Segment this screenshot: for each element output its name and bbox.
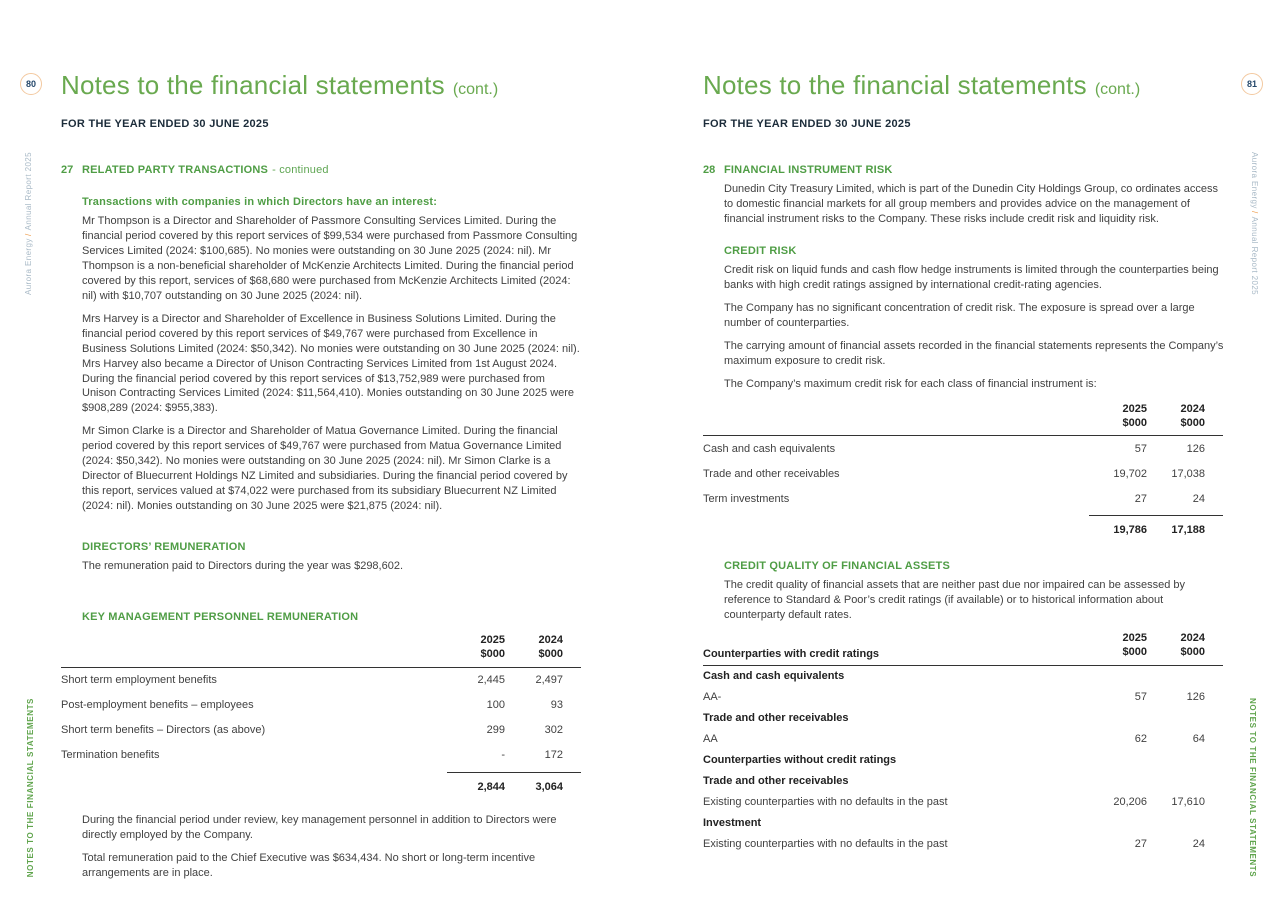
row-value-2025: 19,702 bbox=[1113, 467, 1147, 480]
row-label: Term investments bbox=[703, 492, 790, 505]
row-value-2024: 302 bbox=[544, 724, 563, 737]
table-row bbox=[703, 813, 1223, 834]
table-row bbox=[703, 461, 1223, 486]
row-label: Short term benefits – Directors (as above) bbox=[61, 724, 266, 737]
credit-risk-heading: CREDIT RISK bbox=[724, 244, 797, 257]
page-number: 80 bbox=[25, 79, 36, 89]
section-28-heading bbox=[703, 164, 1223, 176]
sidebar-report-text: Annual Report 2025 bbox=[1250, 216, 1259, 296]
credit-risk-table bbox=[703, 402, 1223, 537]
row-value-2025: 100 bbox=[486, 699, 505, 712]
row-label: Trade and other receivables bbox=[703, 775, 849, 788]
row-label: Trade and other receivables bbox=[703, 467, 840, 480]
row-label: Trade and other receivables bbox=[703, 712, 849, 725]
row-value-2025: 27 bbox=[1134, 838, 1147, 851]
table-row bbox=[703, 436, 1223, 461]
row-label: Short term employment benefits bbox=[61, 674, 217, 687]
page-number-badge bbox=[1241, 73, 1263, 95]
directors-remuneration-body: The remuneration paid to Directors during the year was $298,602. bbox=[82, 560, 404, 573]
page-title: Notes to the financial statements bbox=[61, 70, 445, 100]
related-party-paragraphs bbox=[82, 214, 581, 514]
col-unit: $000 bbox=[1122, 416, 1147, 429]
total-2025: 19,786 bbox=[1113, 524, 1147, 537]
sidebar-brand-right bbox=[1250, 152, 1259, 295]
table-row bbox=[703, 834, 1223, 855]
body-paragraph: The Company has no significant concentration of credit risk. The exposure is spread over a large number of counterparties. bbox=[724, 301, 1195, 329]
row-label: Existing counterparties with no defaults in the past bbox=[703, 796, 948, 809]
section-27-body bbox=[82, 196, 581, 623]
key-management-table bbox=[61, 633, 581, 793]
sidebar-section-left bbox=[26, 698, 35, 877]
table-row bbox=[61, 693, 581, 718]
section-title: FINANCIAL INSTRUMENT RISK bbox=[724, 164, 893, 176]
left-page-content bbox=[61, 70, 581, 888]
sidebar-section-text: NOTES TO THE FINANCIAL STATEMENTS bbox=[26, 698, 35, 878]
table-total-row bbox=[703, 515, 1223, 536]
table-row bbox=[703, 486, 1223, 511]
table-row bbox=[61, 668, 581, 693]
col-year: 2024 bbox=[1180, 402, 1205, 415]
section-number: 27 bbox=[61, 164, 74, 176]
body-paragraph: During the financial period under review, key management personnel in addition to Directors were directly employed by the Company. bbox=[82, 813, 557, 841]
page-number: 81 bbox=[1246, 79, 1257, 89]
table-row bbox=[61, 743, 581, 768]
row-value-2025: 62 bbox=[1134, 733, 1147, 746]
page-number-badge bbox=[20, 73, 42, 95]
sidebar-separator: / bbox=[1250, 211, 1259, 215]
col-2024-header bbox=[1147, 402, 1223, 431]
section-28-body bbox=[724, 182, 1223, 392]
row-label: Counterparties without credit ratings bbox=[703, 754, 897, 767]
row-label: AA- bbox=[703, 691, 722, 704]
body-paragraph: Mr Thompson is a Director and Shareholder of Passmore Consulting Services Limited. During the financial period covered by this report services of $99,534 were purchased from Passmore Consulting Services Limited (2024: $100,685). No monies were outstanding on 30 June 2025 (2024: nil). Mr Thompson is a non-beneficial shareholder of McKenzie Architects Limited. During the financial period covered by this report, services of $68,680 were purchased from McKenzie Architects Limited (2024: nil) with $10,707 outstanding on 30 June 2025 (2024: nil). bbox=[82, 215, 578, 302]
row-value-2025: 57 bbox=[1134, 691, 1147, 704]
body-paragraph: The carrying amount of financial assets recorded in the financial statements represents the Company’s maximum exposure to credit risk. bbox=[724, 339, 1224, 367]
table-rows bbox=[703, 436, 1223, 511]
credit-quality-table bbox=[703, 631, 1223, 855]
sidebar-section-right bbox=[1248, 698, 1257, 877]
page-81 bbox=[642, 0, 1283, 907]
body-paragraph: Mr Simon Clarke is a Director and Shareholder of Matua Governance Limited. During the financial period covered by this report services of $49,767 were purchased from Matua Governance Limited (2024: $50,342). No monies were outstanding on 30 June 2025 (2024: nil). Mr Simon Clarke is a Director of Bluecurrent Holdings NZ Limited and subsidiaries. During the financial period covered by this report, services valued at $74,022 were purchased from its subsidiary Bluecurrent NZ Limited (2024: nil). Monies outstanding on 30 June 2025 were $21,875 (2024: nil). bbox=[82, 425, 568, 513]
sidebar-brand-text: Aurora Energy bbox=[1250, 152, 1259, 209]
total-2024: 3,064 bbox=[535, 780, 563, 793]
sidebar-section-text: NOTES TO THE FINANCIAL STATEMENTS bbox=[1248, 698, 1257, 878]
col-year: 2025 bbox=[480, 634, 505, 647]
notes-paragraphs bbox=[82, 813, 581, 881]
credit-risk-paragraphs bbox=[724, 263, 1223, 392]
table-total-row bbox=[61, 772, 581, 793]
col-year: 2025 bbox=[1122, 631, 1147, 644]
sidebar-brand-left bbox=[24, 152, 33, 295]
col-unit: $000 bbox=[1122, 646, 1147, 659]
col-unit: $000 bbox=[538, 648, 563, 661]
row-label: Existing counterparties with no defaults in the past bbox=[703, 838, 948, 851]
transactions-subhead: Transactions with companies in which Directors have an interest: bbox=[82, 196, 438, 208]
sidebar-separator: / bbox=[24, 233, 33, 236]
credit-quality-body bbox=[724, 560, 1223, 623]
row-value-2025: - bbox=[501, 749, 505, 762]
row-value-2025: 299 bbox=[486, 724, 505, 737]
row-label: Cash and cash equivalents bbox=[703, 442, 836, 455]
body-paragraph: Mrs Harvey is a Director and Shareholder of Excellence in Business Solutions Limited. During the financial period covered by this report services of $49,767 were purchased from Excellence in Business Solutions Limited (2024: $50,342). No monies were outstanding on 30 June 2025 (2024: nil). Mrs Harvey also became a Director of Unison Contracting Services Limited from 1st August 2024. During the financial period covered by this report services of $13,752,989 were purchased from Unison Contracting Services Limited (2024: $11,564,410). Monies outstanding on 30 June 2025 were $908,289 (2024: $955,383). bbox=[82, 312, 580, 415]
col-unit: $000 bbox=[480, 648, 505, 661]
page-title-suffix: (cont.) bbox=[452, 81, 499, 98]
section-title-text: RELATED PARTY TRANSACTIONS bbox=[82, 164, 269, 176]
row-value-2025: 2,445 bbox=[477, 674, 505, 687]
row-label: Investment bbox=[703, 817, 762, 830]
body-paragraph: Total remuneration paid to the Chief Executive was $634,434. No short or long-term incentive arrangements are in place. bbox=[82, 851, 536, 879]
page-title-row bbox=[61, 70, 581, 101]
page-title-suffix: (cont.) bbox=[1094, 81, 1141, 98]
col-year: 2025 bbox=[1122, 402, 1147, 415]
body-paragraph: The Company’s maximum credit risk for each class of financial instrument is: bbox=[724, 377, 1097, 390]
table-rows bbox=[61, 668, 581, 768]
credit-quality-heading: CREDIT QUALITY OF FINANCIAL ASSETS bbox=[724, 560, 950, 573]
row-value-2024: 126 bbox=[1186, 691, 1205, 704]
table-row bbox=[703, 666, 1223, 687]
sidebar-report-text: Annual Report 2025 bbox=[24, 152, 33, 231]
col-2025-header bbox=[1089, 402, 1147, 431]
section-number: 28 bbox=[703, 164, 716, 176]
col-unit: $000 bbox=[1180, 646, 1205, 659]
period-subtitle: FOR THE YEAR ENDED 30 JUNE 2025 bbox=[703, 118, 911, 130]
total-2024: 17,188 bbox=[1171, 524, 1205, 537]
total-2025: 2,844 bbox=[477, 780, 505, 793]
col-2025-header bbox=[1089, 631, 1147, 660]
row-value-2024: 172 bbox=[544, 749, 563, 762]
table-header-row bbox=[703, 631, 1223, 666]
col-year: 2024 bbox=[1180, 631, 1205, 644]
sidebar-brand-text: Aurora Energy bbox=[24, 238, 33, 296]
table-header-row bbox=[703, 402, 1223, 437]
table-row bbox=[703, 708, 1223, 729]
row-value-2024: 17,610 bbox=[1171, 796, 1205, 809]
table-row bbox=[703, 687, 1223, 708]
row-value-2024: 2,497 bbox=[535, 674, 563, 687]
col-2025-header bbox=[447, 633, 505, 662]
col-2024-header bbox=[1147, 631, 1223, 660]
table-row bbox=[703, 771, 1223, 792]
row-value-2024: 24 bbox=[1192, 838, 1205, 851]
table-row bbox=[703, 792, 1223, 813]
row-value-2024: 24 bbox=[1192, 492, 1205, 505]
col-2024-header bbox=[505, 633, 581, 662]
body-paragraph: Credit risk on liquid funds and cash flow hedge instruments is limited through the counterparties being banks with high credit ratings assigned by international credit-rating agencies. bbox=[724, 263, 1219, 291]
table-header-row bbox=[61, 633, 581, 668]
section-27-heading bbox=[61, 164, 581, 176]
row-value-2024: 126 bbox=[1186, 442, 1205, 455]
key-management-heading: KEY MANAGEMENT PERSONNEL REMUNERATION bbox=[82, 611, 359, 624]
col-year: 2024 bbox=[538, 634, 563, 647]
intro-paragraph: Dunedin City Treasury Limited, which is part of the Dunedin City Holdings Group, co ordinates access to domestic financial markets for all group members and provides advice on the management of financial instrument risks to the Company. These risks include credit risk and liquidity risk. bbox=[724, 183, 1219, 225]
col-unit: $000 bbox=[1180, 416, 1205, 429]
row-value-2024: 17,038 bbox=[1171, 467, 1205, 480]
row-label: Cash and cash equivalents bbox=[703, 670, 845, 683]
table-row bbox=[703, 750, 1223, 771]
table-row bbox=[61, 718, 581, 743]
page-title: Notes to the financial statements bbox=[703, 70, 1087, 100]
row-label: Termination benefits bbox=[61, 749, 160, 762]
table-row bbox=[703, 729, 1223, 750]
directors-remuneration-heading: DIRECTORS’ REMUNERATION bbox=[82, 541, 246, 554]
section-title-suffix: - continued bbox=[272, 164, 329, 176]
row-label: AA bbox=[703, 733, 718, 746]
section-title bbox=[82, 164, 329, 176]
row-value-2025: 27 bbox=[1134, 492, 1147, 505]
period-subtitle: FOR THE YEAR ENDED 30 JUNE 2025 bbox=[61, 118, 269, 130]
row-value-2024: 93 bbox=[550, 699, 563, 712]
page-title-row bbox=[703, 70, 1223, 101]
row-value-2025: 20,206 bbox=[1113, 796, 1147, 809]
table-rows bbox=[703, 666, 1223, 855]
page-80 bbox=[0, 0, 641, 907]
row-value-2024: 64 bbox=[1192, 733, 1205, 746]
credit-quality-paragraph: The credit quality of financial assets that are neither past due nor impaired can be assessed by reference to Standard & Poor’s credit ratings (if available) or to historical information about counterparty default rates. bbox=[724, 579, 1186, 622]
right-page-content bbox=[703, 70, 1223, 855]
row-value-2025: 57 bbox=[1134, 442, 1147, 455]
key-management-notes bbox=[82, 813, 581, 881]
row-label: Post-employment benefits – employees bbox=[61, 699, 254, 712]
table-header-label: Counterparties with credit ratings bbox=[703, 647, 880, 660]
